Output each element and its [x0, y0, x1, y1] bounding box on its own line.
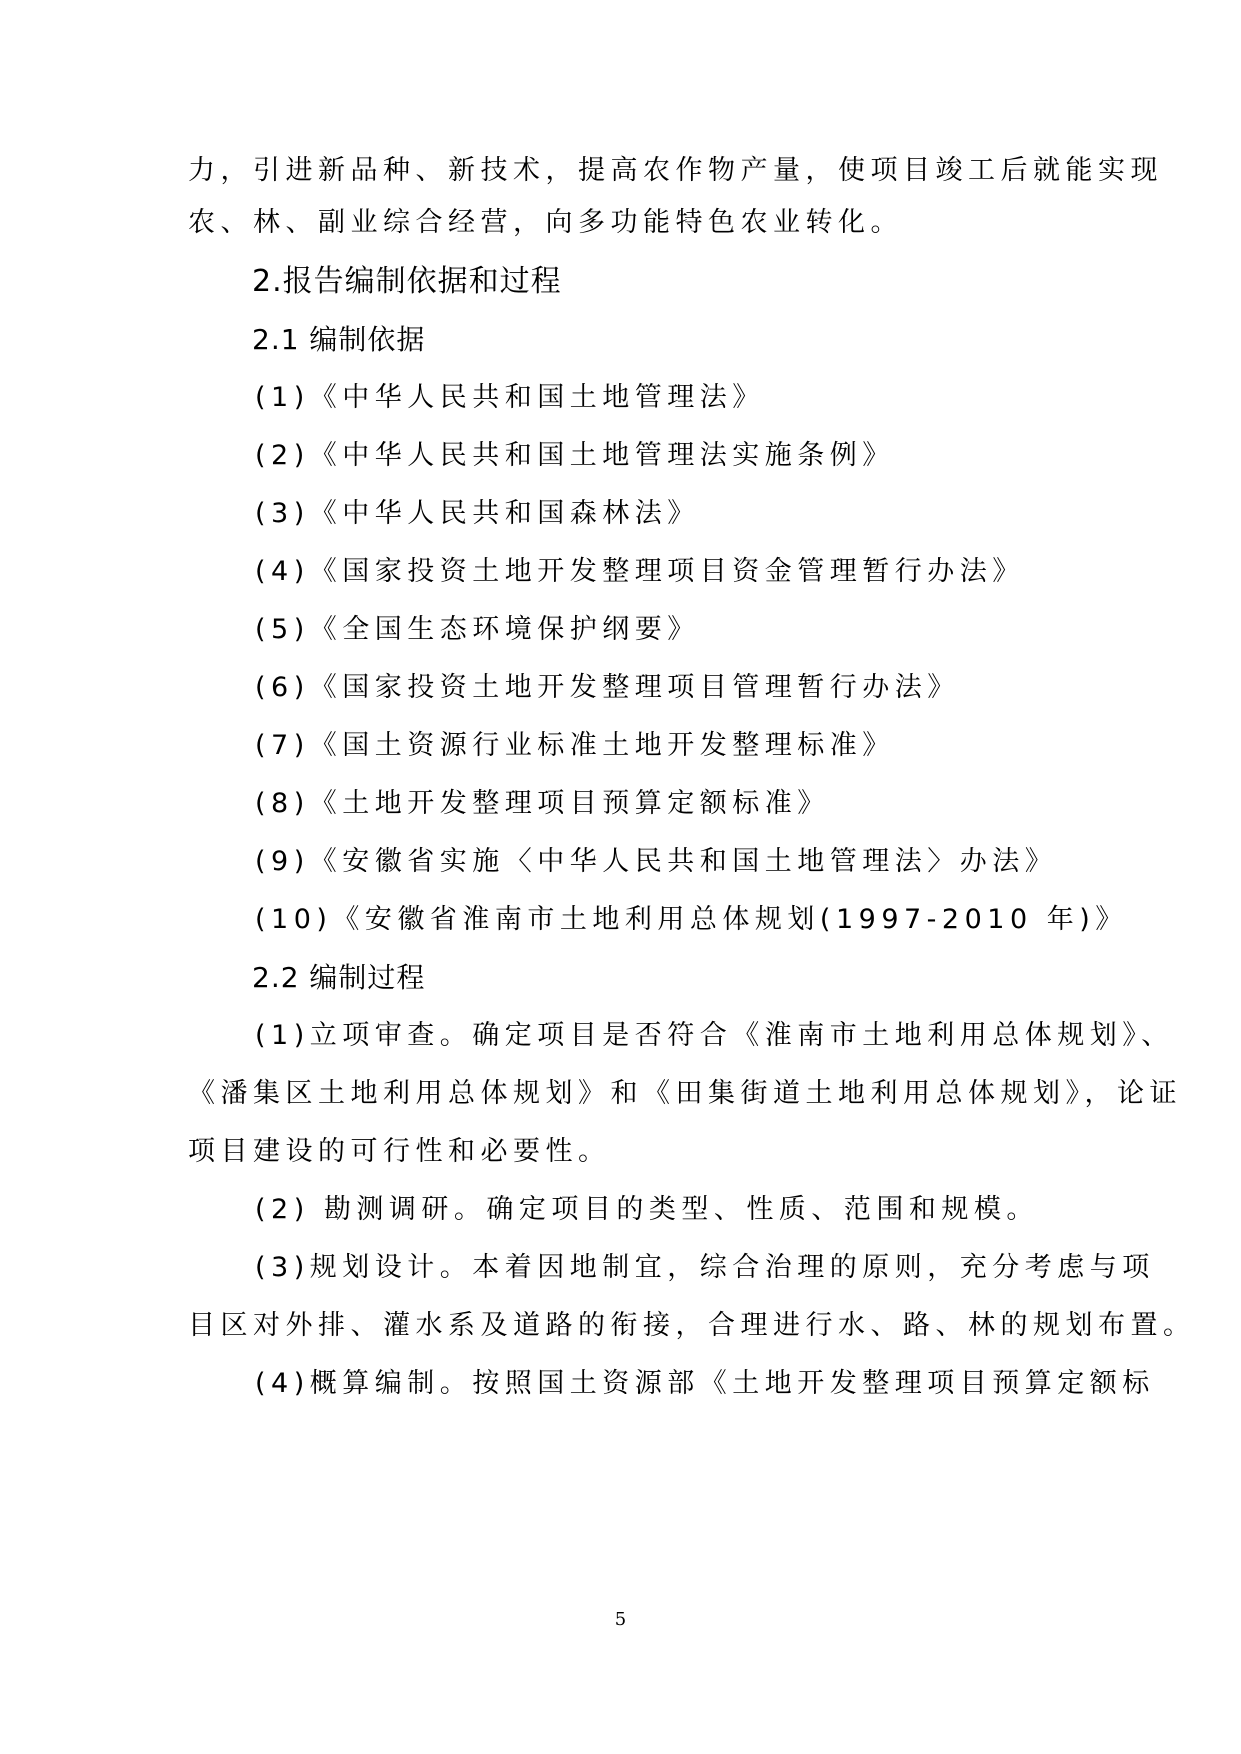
basis-item-1: (1)《中华人民共和国土地管理法》 [255, 382, 765, 413]
basis-item-6: (6)《国家投资土地开发整理项目管理暂行办法》 [255, 672, 960, 703]
basis-item-7: (7)《国土资源行业标准土地开发整理标准》 [255, 730, 895, 761]
basis-item-8: (8)《土地开发整理项目预算定额标准》 [255, 788, 830, 819]
basis-item-3: (3)《中华人民共和国森林法》 [255, 498, 700, 529]
section-heading-2: 2.报告编制依据和过程 [252, 264, 562, 299]
process-3-line-2: 目区对外排、灌水系及道路的衔接，合理进行水、路、林的规划布置。 [188, 1310, 1196, 1341]
process-1-line-2: 《潘集区土地利用总体规划》和《田集街道土地利用总体规划》，论证 [188, 1078, 1182, 1109]
process-1-line-1: (1)立项审查。确定项目是否符合《淮南市土地利用总体规划》、 [255, 1020, 1174, 1051]
basis-item-4: (4)《国家投资土地开发整理项目资金管理暂行办法》 [255, 556, 1025, 587]
section-heading-2-2: 2.2 编制过程 [252, 961, 426, 994]
process-1-line-3: 项目建设的可行性和必要性。 [188, 1136, 611, 1167]
process-4-line-1: (4)概算编制。按照国土资源部《土地开发整理项目预算定额标 [255, 1368, 1155, 1399]
page-number: 5 [614, 1609, 627, 1630]
section-heading-2-1: 2.1 编制依据 [252, 323, 426, 356]
intro-line-2: 农、林、副业综合经营，向多功能特色农业转化。 [188, 207, 903, 238]
basis-item-10: (10)《安徽省淮南市土地利用总体规划(1997-2010 年)》 [255, 904, 1128, 935]
basis-item-9: (9)《安徽省实施〈中华人民共和国土地管理法〉办法》 [255, 846, 1058, 877]
basis-item-2: (2)《中华人民共和国土地管理法实施条例》 [255, 440, 895, 471]
intro-line-1: 力，引进新品种、新技术，提高农作物产量，使项目竣工后就能实现 [188, 155, 1163, 186]
process-2-line-1: (2) 勘测调研。确定项目的类型、性质、范围和规模。 [255, 1194, 1039, 1225]
basis-item-5: (5)《全国生态环境保护纲要》 [255, 614, 700, 645]
process-3-line-1: (3)规划设计。本着因地制宜，综合治理的原则，充分考虑与项 [255, 1252, 1155, 1283]
